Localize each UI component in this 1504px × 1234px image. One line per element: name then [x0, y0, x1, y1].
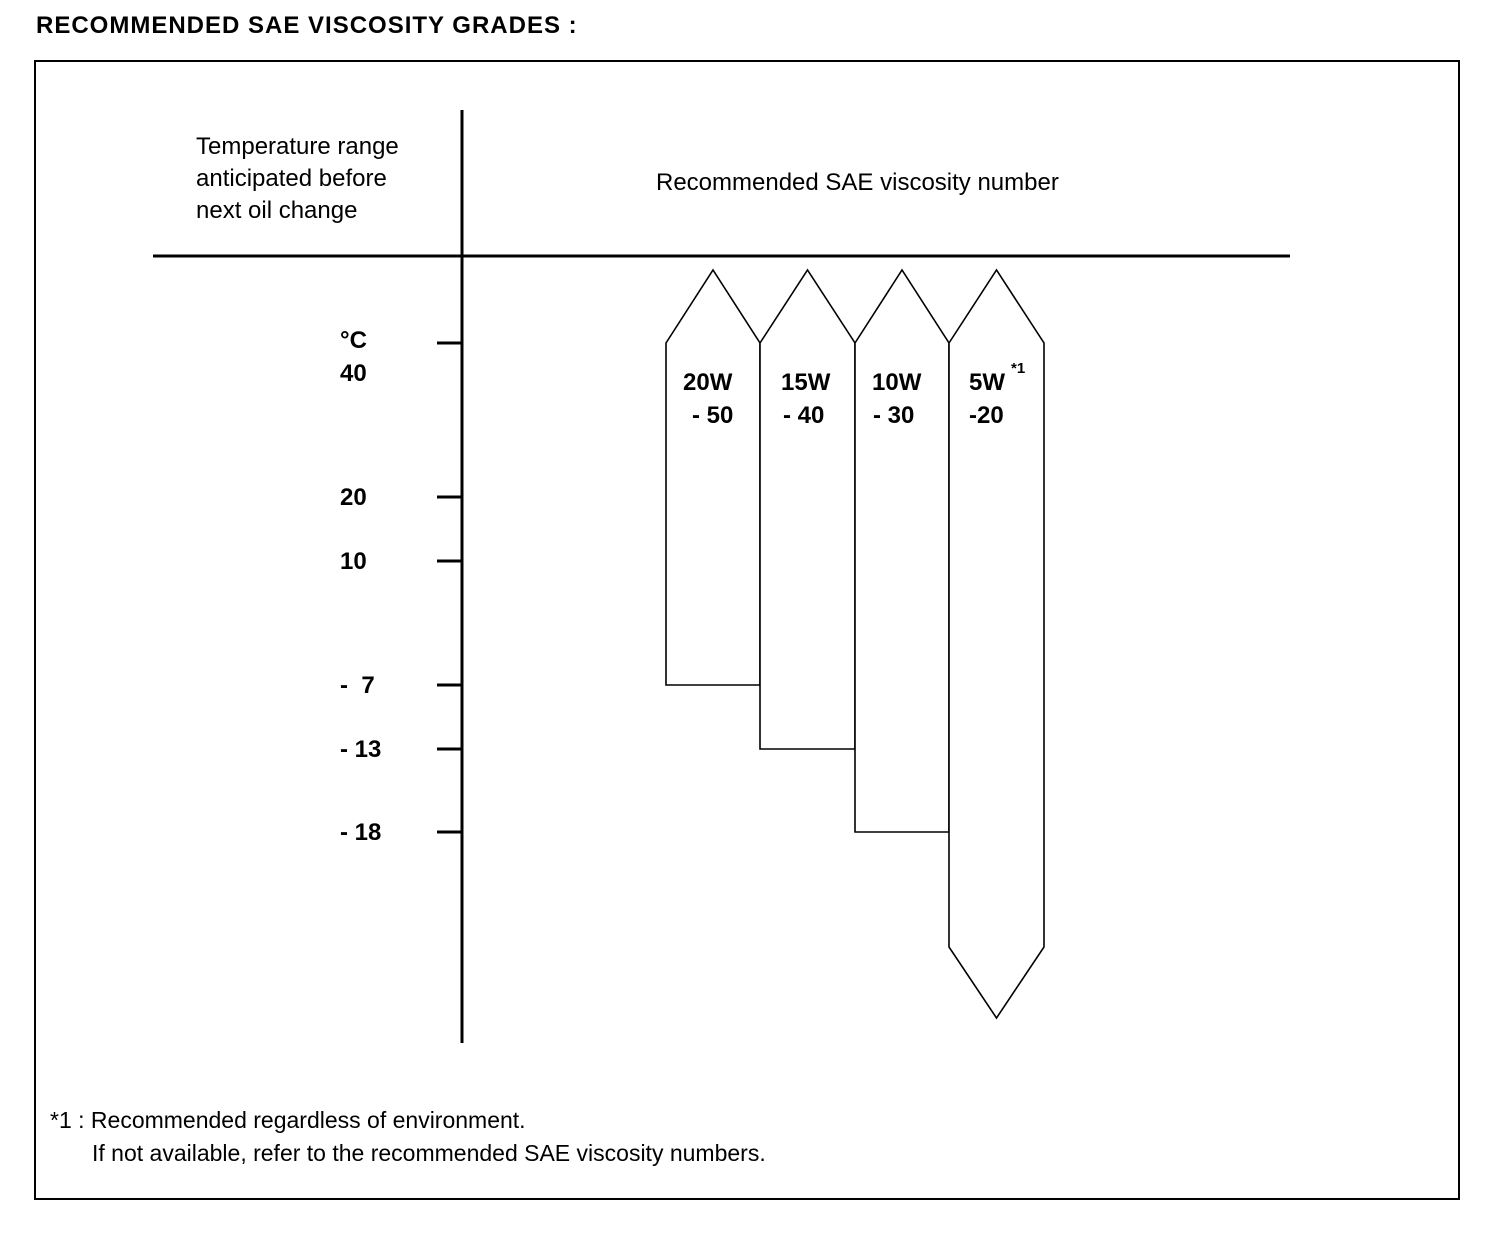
left-header-line-3: next oil change [196, 197, 358, 224]
grade-label-bottom: - 40 [783, 402, 825, 429]
page-title: RECOMMENDED SAE VISCOSITY GRADES : [36, 12, 578, 39]
grade-label-top: 15W [781, 369, 831, 396]
tick-label: 40 [340, 360, 367, 387]
tick-label: 20 [340, 484, 367, 511]
tick-label: 10 [340, 548, 367, 575]
grade-footnote-marker: *1 [1011, 360, 1026, 377]
left-header-line-2: anticipated before [196, 165, 387, 192]
grade-label-bottom: -20 [969, 402, 1004, 429]
tick-label: - 7 [340, 672, 375, 699]
tick-label: - 18 [340, 819, 382, 846]
grade-label-top: 10W [872, 369, 922, 396]
grade-bar-15w-40 [760, 270, 855, 749]
footnote-line-1: *1 : Recommended regardless of environment. [50, 1107, 526, 1133]
grade-bar-20w-50 [666, 270, 760, 685]
unit-label: °C [340, 327, 367, 354]
grade-label-bottom: - 50 [692, 402, 734, 429]
right-header: Recommended SAE viscosity number [656, 169, 1059, 196]
grade-label-bottom: - 30 [873, 402, 915, 429]
left-header-line-1: Temperature range [196, 133, 399, 160]
footnote [50, 1104, 766, 1170]
footnote-line-2: If not available, refer to the recommended SAE viscosity numbers. [92, 1140, 766, 1166]
grade-label-top: 5W [969, 369, 1005, 396]
grade-label-top: 20W [683, 369, 733, 396]
tick-label: - 13 [340, 736, 382, 763]
grade-bar-10w-30 [855, 270, 949, 832]
